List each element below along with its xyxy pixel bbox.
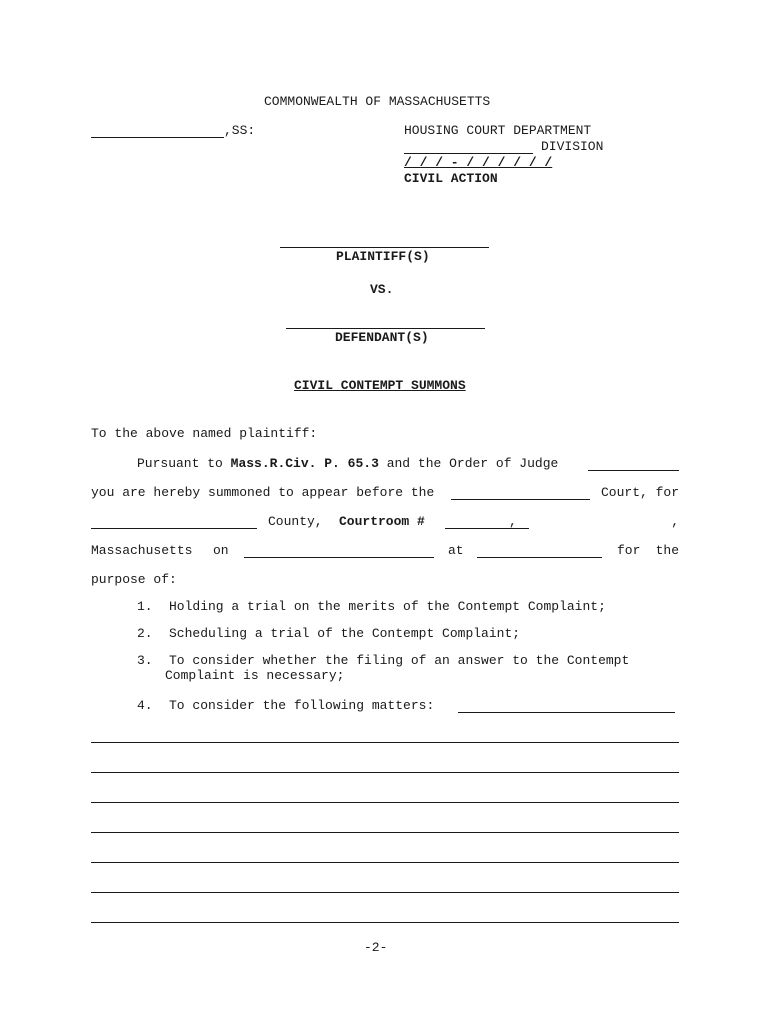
writing-line[interactable] [91, 862, 679, 863]
list-item: Holding a trial on the merits of the Contempt Complaint; [169, 599, 606, 614]
defendant-label: DEFENDANT(S) [335, 330, 429, 345]
list-item-number: 2. [137, 626, 153, 641]
for-text: for [617, 543, 641, 558]
docket-number[interactable]: / / / - / / / / / / [404, 155, 553, 170]
list-item-number: 3. [137, 653, 153, 668]
commonwealth-heading: COMMONWEALTH OF MASSACHUSETTS [264, 94, 491, 109]
list-item-number: 1. [137, 599, 153, 614]
writing-line[interactable] [91, 742, 679, 743]
the-text: the [655, 543, 679, 558]
vs-label: VS. [370, 282, 394, 297]
writing-line[interactable] [91, 892, 679, 893]
comma-2: , [671, 514, 679, 529]
salutation: To the above named plaintiff: [91, 426, 318, 441]
order-text: and the Order of Judge [386, 456, 559, 471]
plaintiff-label: PLAINTIFF(S) [336, 249, 430, 264]
court-blank[interactable] [451, 486, 590, 500]
at-text: at [448, 543, 464, 558]
pursuant-text: Pursuant to [137, 456, 223, 471]
time-blank[interactable] [477, 544, 602, 558]
writing-line[interactable] [91, 772, 679, 773]
court-department: HOUSING COURT DEPARTMENT [404, 123, 592, 138]
list-item-continuation: Complaint is necessary; [165, 668, 345, 683]
massachusetts-text: Massachusetts [91, 543, 193, 558]
county-blank[interactable] [91, 124, 224, 138]
rule-citation: Mass.R.Civ. P. 65.3 [230, 456, 379, 471]
writing-line[interactable] [91, 922, 679, 923]
county-label: County, [268, 514, 323, 529]
writing-line[interactable] [91, 832, 679, 833]
ss-label: ,SS: [224, 123, 256, 138]
plaintiff-name-line[interactable] [280, 247, 489, 248]
summoned-text: you are hereby summoned to appear before the [91, 485, 435, 500]
county-name-blank[interactable] [91, 515, 257, 529]
matters-blank[interactable] [458, 699, 675, 713]
comma-1: , [509, 514, 517, 529]
courtroom-label: Courtroom # [339, 514, 425, 529]
division-blank[interactable] [404, 140, 533, 154]
paragraph-line-1 [91, 456, 679, 472]
defendant-name-line[interactable] [286, 328, 485, 329]
court-for-text: Court, for [600, 485, 679, 500]
list-item: To consider whether the filing of an answer to the Contempt [169, 653, 630, 668]
document-title: CIVIL CONTEMPT SUMMONS [294, 378, 466, 393]
list-item: Scheduling a trial of the Contempt Complaint; [169, 626, 521, 641]
date-blank[interactable] [244, 544, 434, 558]
purpose-text: purpose of: [91, 572, 177, 587]
civil-action-label: CIVIL ACTION [404, 171, 498, 186]
page-number: -2- [364, 940, 388, 955]
on-text: on [213, 543, 229, 558]
writing-line[interactable] [91, 802, 679, 803]
list-item-number: 4. [137, 698, 153, 713]
judge-blank[interactable] [588, 457, 679, 471]
list-item: To consider the following matters: [169, 698, 435, 713]
division-label: DIVISION [541, 139, 604, 154]
paragraph-line-2 [91, 485, 679, 501]
